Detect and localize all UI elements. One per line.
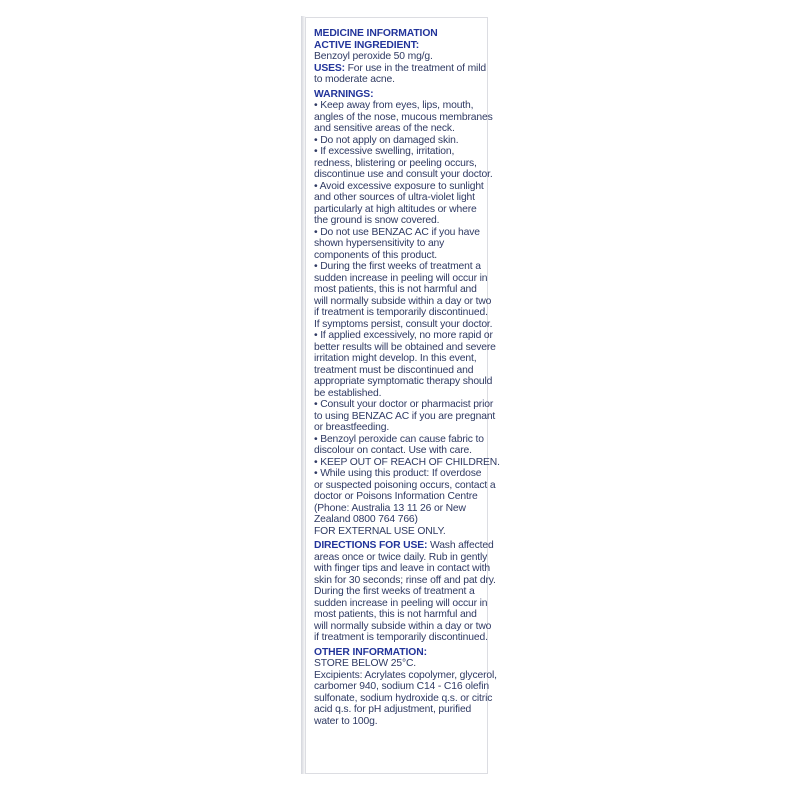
heading-active-ingredient: ACTIVE INGREDIENT: (314, 39, 420, 51)
warning-line: • KEEP OUT OF REACH OF CHILDREN. (314, 456, 500, 468)
warning-line: • If excessive swelling, irritation, (314, 146, 455, 157)
uses-first-text: For use in the treatment of mild (344, 62, 486, 74)
warning-line: irritation might develop. In this event, (314, 353, 477, 364)
other-information-line: STORE BELOW 25°C. (314, 658, 416, 669)
other-information-line: sulfonate, sodium hydroxide q.s. or citric (314, 692, 493, 704)
warning-line: or breastfeeding. (314, 422, 390, 433)
warning-line: discolour on contact. Use with care. (314, 445, 472, 456)
warning-line: be established. (314, 387, 382, 399)
directions-line: will normally subside within a day or two (314, 620, 492, 632)
warning-line: if treatment is temporarily discontinued. (314, 307, 488, 318)
warning-line: • Consult your doctor or pharmacist prior (314, 399, 494, 410)
warning-line: FOR EXTERNAL USE ONLY. (314, 525, 446, 537)
warning-line: and sensitive areas of the neck. (314, 123, 455, 134)
directions-line-0 (314, 540, 494, 552)
directions-line: areas once or twice daily. Rub in gently (314, 551, 488, 563)
warning-line: most patients, this is not harmful and (314, 284, 477, 295)
directions-line: During the first weeks of treatment a (314, 586, 475, 597)
warning-line: If symptoms persist, consult your doctor. (314, 318, 493, 330)
directions-list (314, 551, 496, 644)
title-medicine-information: MEDICINE INFORMATION (314, 28, 438, 39)
warnings-list (314, 100, 500, 537)
warning-line: discontinue use and consult your doctor. (314, 169, 493, 180)
warning-line: to using BENZAC AC if you are pregnant (314, 410, 496, 422)
other-information-line: carbomer 940, sodium C14 - C16 olefin (314, 681, 489, 692)
warning-line: • Do not apply on damaged skin. (314, 134, 459, 146)
other-information-list (314, 658, 497, 727)
directions-line: with finger tips and leave in contact with (314, 563, 490, 574)
warning-line: particularly at high altitudes or where (314, 203, 477, 215)
other-information-line: acid q.s. for pH adjustment, purified (314, 704, 472, 715)
heading-directions: DIRECTIONS FOR USE: (314, 540, 428, 551)
heading-other-information: OTHER INFORMATION: (314, 646, 427, 658)
warning-line: doctor or Poisons Information Centre (314, 491, 478, 502)
warning-line: sudden increase in peeling will occur in (314, 272, 488, 284)
warning-line: or suspected poisoning occurs, contact a (314, 479, 496, 491)
heading-uses: USES: (314, 62, 345, 74)
warning-line: shown hypersensitivity to any (314, 238, 445, 249)
directions-line: skin for 30 seconds; rinse off and pat dry. (314, 574, 496, 586)
warning-line: • Keep away from eyes, lips, mouth, (314, 100, 474, 111)
warning-line: • Do not use BENZAC AC if you have (314, 226, 480, 238)
warning-line: and other sources of ultra-violet light (314, 192, 475, 203)
warning-line: better results will be obtained and severe (314, 341, 496, 353)
warning-line: • Benzoyl peroxide can cause fabric to (314, 433, 484, 445)
warning-line: components of this product. (314, 249, 438, 261)
warning-line: • Avoid excessive exposure to sunlight (314, 180, 484, 192)
warning-line: appropriate symptomatic therapy should (314, 376, 493, 387)
warning-line: (Phone: Australia 13 11 26 or New (314, 502, 466, 514)
directions-first-text: Wash affected (427, 540, 494, 551)
other-information-line: Excipients: Acrylates copolymer, glycerol, (314, 669, 497, 681)
warning-line: will normally subside within a day or two (314, 295, 492, 307)
warning-line: Zealand 0800 764 766) (314, 514, 418, 525)
warning-line: redness, blistering or peeling occurs, (314, 157, 477, 169)
directions-line: most patients, this is not harmful and (314, 609, 477, 620)
warning-line: treatment must be discontinued and (314, 364, 474, 376)
warning-line: the ground is snow covered. (314, 215, 440, 226)
active-ingredient-line: Benzoyl peroxide 50 mg/g. (314, 51, 433, 62)
medicine-information-text (314, 28, 500, 727)
warning-line: angles of the nose, mucous membranes (314, 111, 493, 123)
warning-line: • While using this product: If overdose (314, 468, 482, 479)
warning-line: • If applied excessively, no more rapid or (314, 330, 493, 341)
uses-line-1: to moderate acne. (314, 74, 395, 85)
other-information-line: water to 100g. (314, 715, 378, 727)
heading-warnings: WARNINGS: (314, 88, 374, 100)
directions-line: if treatment is temporarily discontinued. (314, 632, 488, 643)
directions-line: sudden increase in peeling will occur in (314, 597, 488, 609)
uses-line-0 (314, 63, 486, 75)
warning-line: • During the first weeks of treatment a (314, 261, 481, 272)
